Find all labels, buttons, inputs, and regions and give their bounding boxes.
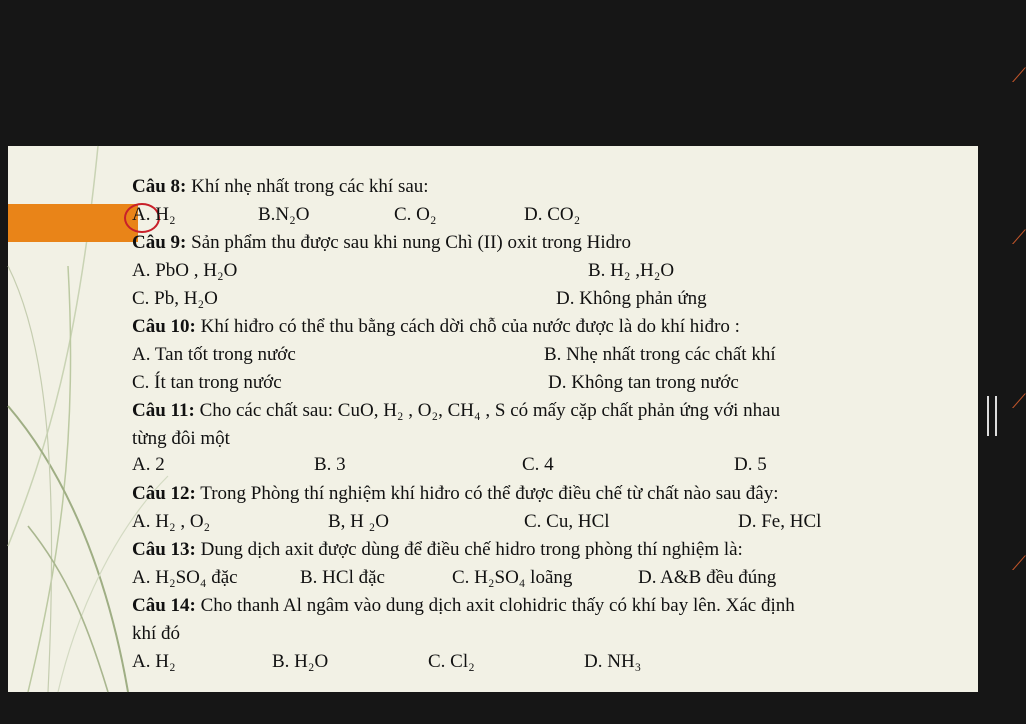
question-11 (132, 397, 780, 424)
question-9 (132, 229, 631, 256)
question-8 (132, 173, 429, 200)
option-13d: D. A&B đều đúng (638, 567, 777, 588)
option-14a: A. H₂ (132, 651, 176, 672)
option-13c: C. H₂SO₄ loãng (452, 567, 573, 588)
question-label: Câu 10: (132, 316, 196, 337)
question-12 (132, 480, 779, 507)
option-14b: B. H₂O (272, 651, 329, 672)
option-11d: D. 5 (734, 454, 767, 475)
option-9d: D. Không phản ứng (556, 288, 707, 309)
option-9c: C. Pb, H₂O (132, 288, 218, 309)
option-10a: A. Tan tốt trong nước (132, 344, 296, 365)
arrow-icon: ⟋ (1012, 63, 1026, 87)
question-11-continued: từng đôi một (132, 428, 230, 449)
option-10b: B. Nhẹ nhất trong các chất khí (544, 344, 776, 365)
option-9a: A. PbO , H₂O (132, 260, 238, 281)
question-label: Câu 8: (132, 176, 187, 197)
scroll-indicator[interactable] (987, 396, 997, 436)
question-label: Câu 9: (132, 232, 187, 253)
question-label: Câu 11: (132, 400, 195, 421)
question-label: Câu 13: (132, 539, 196, 560)
question-text: Sản phẩm thu được sau khi nung Chì (II) oxit trong Hidro (186, 232, 632, 253)
question-text: Dung dịch axit được dùng để điều chế hidro trong phòng thí nghiệm là: (195, 539, 743, 560)
option-11b: B. 3 (314, 454, 346, 475)
slide (8, 146, 978, 692)
question-10 (132, 313, 740, 340)
arrow-icon: ⟋ (1012, 225, 1026, 249)
question-text: Trong Phòng thí nghiệm khí hiđro có thể được điều chế từ chất nào sau đây: (195, 483, 779, 504)
question-label: Câu 12: (132, 483, 196, 504)
question-content (8, 146, 978, 692)
question-text: Khí nhẹ nhất trong các khí sau: (186, 176, 429, 197)
option-8b: B.N₂O (258, 204, 310, 225)
question-14 (132, 592, 795, 619)
option-8a: A. H₂ (132, 204, 176, 225)
question-text: Cho thanh Al ngâm vào dung dịch axit clohidric thấy có khí bay lên. Xác định (195, 595, 795, 616)
arrow-icon: ⟋ (1012, 551, 1026, 575)
question-14-continued: khí đó (132, 623, 181, 644)
option-13a: A. H₂SO₄ đặc (132, 567, 238, 588)
option-8d: D. CO₂ (524, 204, 581, 225)
option-14d: D. NH₃ (584, 651, 642, 672)
option-12c: C. Cu, HCl (524, 511, 610, 532)
question-text: Cho các chất sau: CuO, H₂ , O₂, CH₄ , S có mấy cặp chất phản ứng với nhau (194, 400, 781, 421)
question-13 (132, 536, 743, 563)
option-12b: B, H ₂O (328, 511, 389, 532)
option-8c: C. O₂ (394, 204, 437, 225)
question-text: Khí hiđro có thể thu bằng cách dời chỗ của nước được là do khí hiđro : (195, 316, 740, 337)
option-9b: B. H₂ ,H₂O (588, 260, 675, 281)
arrow-icon: ⟋ (1012, 389, 1026, 413)
option-10d: D. Không tan trong nước (548, 372, 739, 393)
option-10c: C. Ít tan trong nước (132, 372, 282, 393)
option-14c: C. Cl₂ (428, 651, 475, 672)
option-11c: C. 4 (522, 454, 554, 475)
option-11a: A. 2 (132, 454, 165, 475)
option-12a: A. H₂ , O₂ (132, 511, 211, 532)
option-12d: D. Fe, HCl (738, 511, 822, 532)
option-13b: B. HCl đặc (300, 567, 385, 588)
question-label: Câu 14: (132, 595, 196, 616)
